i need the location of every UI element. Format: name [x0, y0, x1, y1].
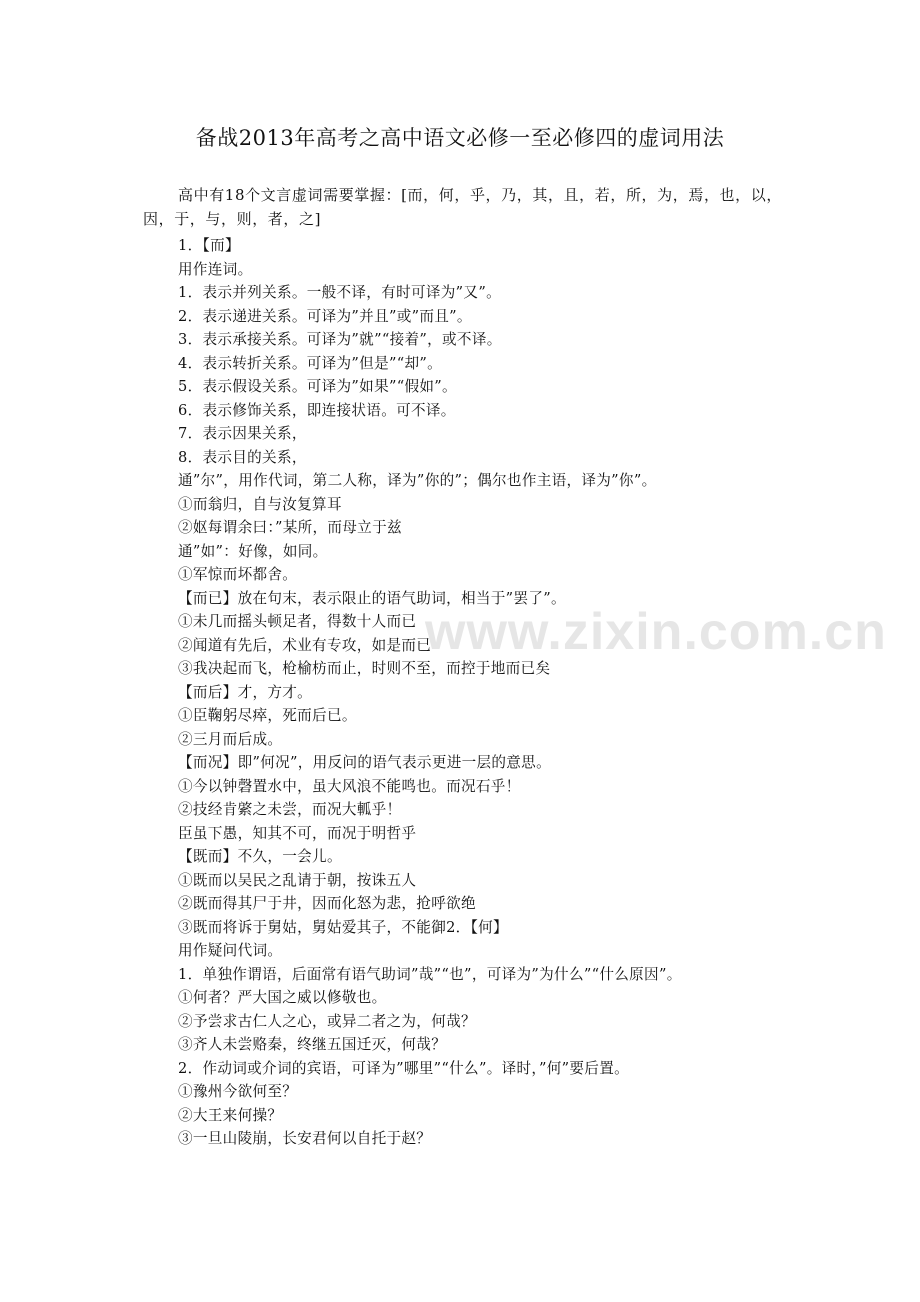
- text-line: ①军惊而坏都舍。: [178, 566, 298, 583]
- text-line: ②妪每谓余曰：”某所，而母立于兹: [178, 519, 402, 536]
- text-line: 【而已】放在句末，表示限止的语气助词，相当于”罢了”。: [178, 589, 566, 607]
- text-line: 臣虽下愚，知其不可，而况于明哲乎: [178, 824, 417, 842]
- text-line: 6．表示修饰关系，即连接状语。可不译。: [178, 401, 456, 419]
- text-line: ②闻道有先后，术业有专攻，如是而已: [178, 636, 432, 654]
- text-line: ①而翁归，自与汝复算耳: [178, 495, 342, 513]
- watermark: www.zixin.com.cn: [425, 603, 887, 661]
- text-line: 3．表示承接关系。可译为”就”“接着”，或不译。: [178, 331, 502, 348]
- intro-paragraph: 高中有18个文言虚词需要掌握：[而，何，乎，乃，其，且，若，所，为，焉，也，以，因，于，与，则，者，之]: [143, 186, 782, 228]
- text-line: 【而况】即”何况”，用反问的语气表示更进一层的意思。: [178, 754, 551, 771]
- body-lines: [178, 234, 818, 1151]
- text-line: ①既而以吴民之乱请于朝，按诛五人: [178, 871, 417, 889]
- text-line: ③一旦山陵崩，长安君何以自托于赵？: [178, 1130, 432, 1147]
- text-line: 通”如”：好像，如同。: [178, 542, 328, 560]
- text-line: ①未几而摇头顿足者，得数十人而已: [178, 613, 417, 630]
- text-line: 【而后】才，方才。: [178, 683, 313, 701]
- text-line: 通”尔”，用作代词，第二人称，译为”你的”；偶尔也作主语，译为”你”。: [178, 472, 657, 489]
- text-line: ③齐人未尝赂秦，终继五国迁灭，何哉？: [178, 1036, 447, 1053]
- text-line: ①何者？严大国之威以修敬也。: [178, 989, 387, 1006]
- text-line: ②技经肯綮之未尝，而况大軱乎！: [178, 801, 402, 818]
- text-line: ③我决起而飞，枪榆枋而止，时则不至，而控于地而已矣: [178, 660, 551, 677]
- text-line: 5．表示假设关系。可译为”如果”“假如”。: [178, 378, 457, 395]
- text-line: 2．作动词或介词的宾语，可译为”哪里”“什么”。译时，”何”要后置。: [178, 1059, 629, 1077]
- document-title: 备战2013年高考之高中语文必修一至必修四的虚词用法: [195, 126, 725, 150]
- text-line: 8．表示目的关系，: [178, 448, 307, 466]
- text-line: 1．表示并列关系。一般不译，有时可译为”又”。: [178, 284, 501, 301]
- text-line: ②三月而后成。: [178, 730, 283, 748]
- text-line: 用作连词。: [178, 260, 253, 278]
- text-line: 4．表示转折关系。可译为”但是”“却”。: [178, 354, 443, 372]
- text-line: 2．表示递进关系。可译为”并且”或”而且”。: [178, 307, 472, 325]
- text-line: ②予尝求古仁人之心，或异二者之为，何哉？: [178, 1012, 476, 1030]
- text-line: 7．表示因果关系，: [178, 425, 307, 442]
- text-line: ①臣鞠躬尽瘁，死而后已。: [178, 707, 357, 724]
- text-line: ①今以钟磬置水中，虽大风浪不能鸣也。而况石乎！: [178, 777, 521, 795]
- text-line: 1．单独作谓语，后面常有语气助词”哉”“也”，可译为”为什么”“什么原因”。: [178, 965, 682, 983]
- text-line: ③既而将诉于舅姑，舅姑爱其子，不能御2．【何】: [178, 918, 508, 936]
- text-line: ①豫州今欲何至？: [178, 1083, 298, 1100]
- text-line: 【既而】不久，一会儿。: [178, 848, 342, 865]
- text-line: 用作疑问代词。: [178, 942, 283, 959]
- text-line: ②既而得其尸于井，因而化怒为悲，抢呼欲绝: [178, 895, 476, 912]
- text-line: ②大王来何操？: [178, 1106, 283, 1124]
- text-line: 1．【而】: [178, 237, 240, 254]
